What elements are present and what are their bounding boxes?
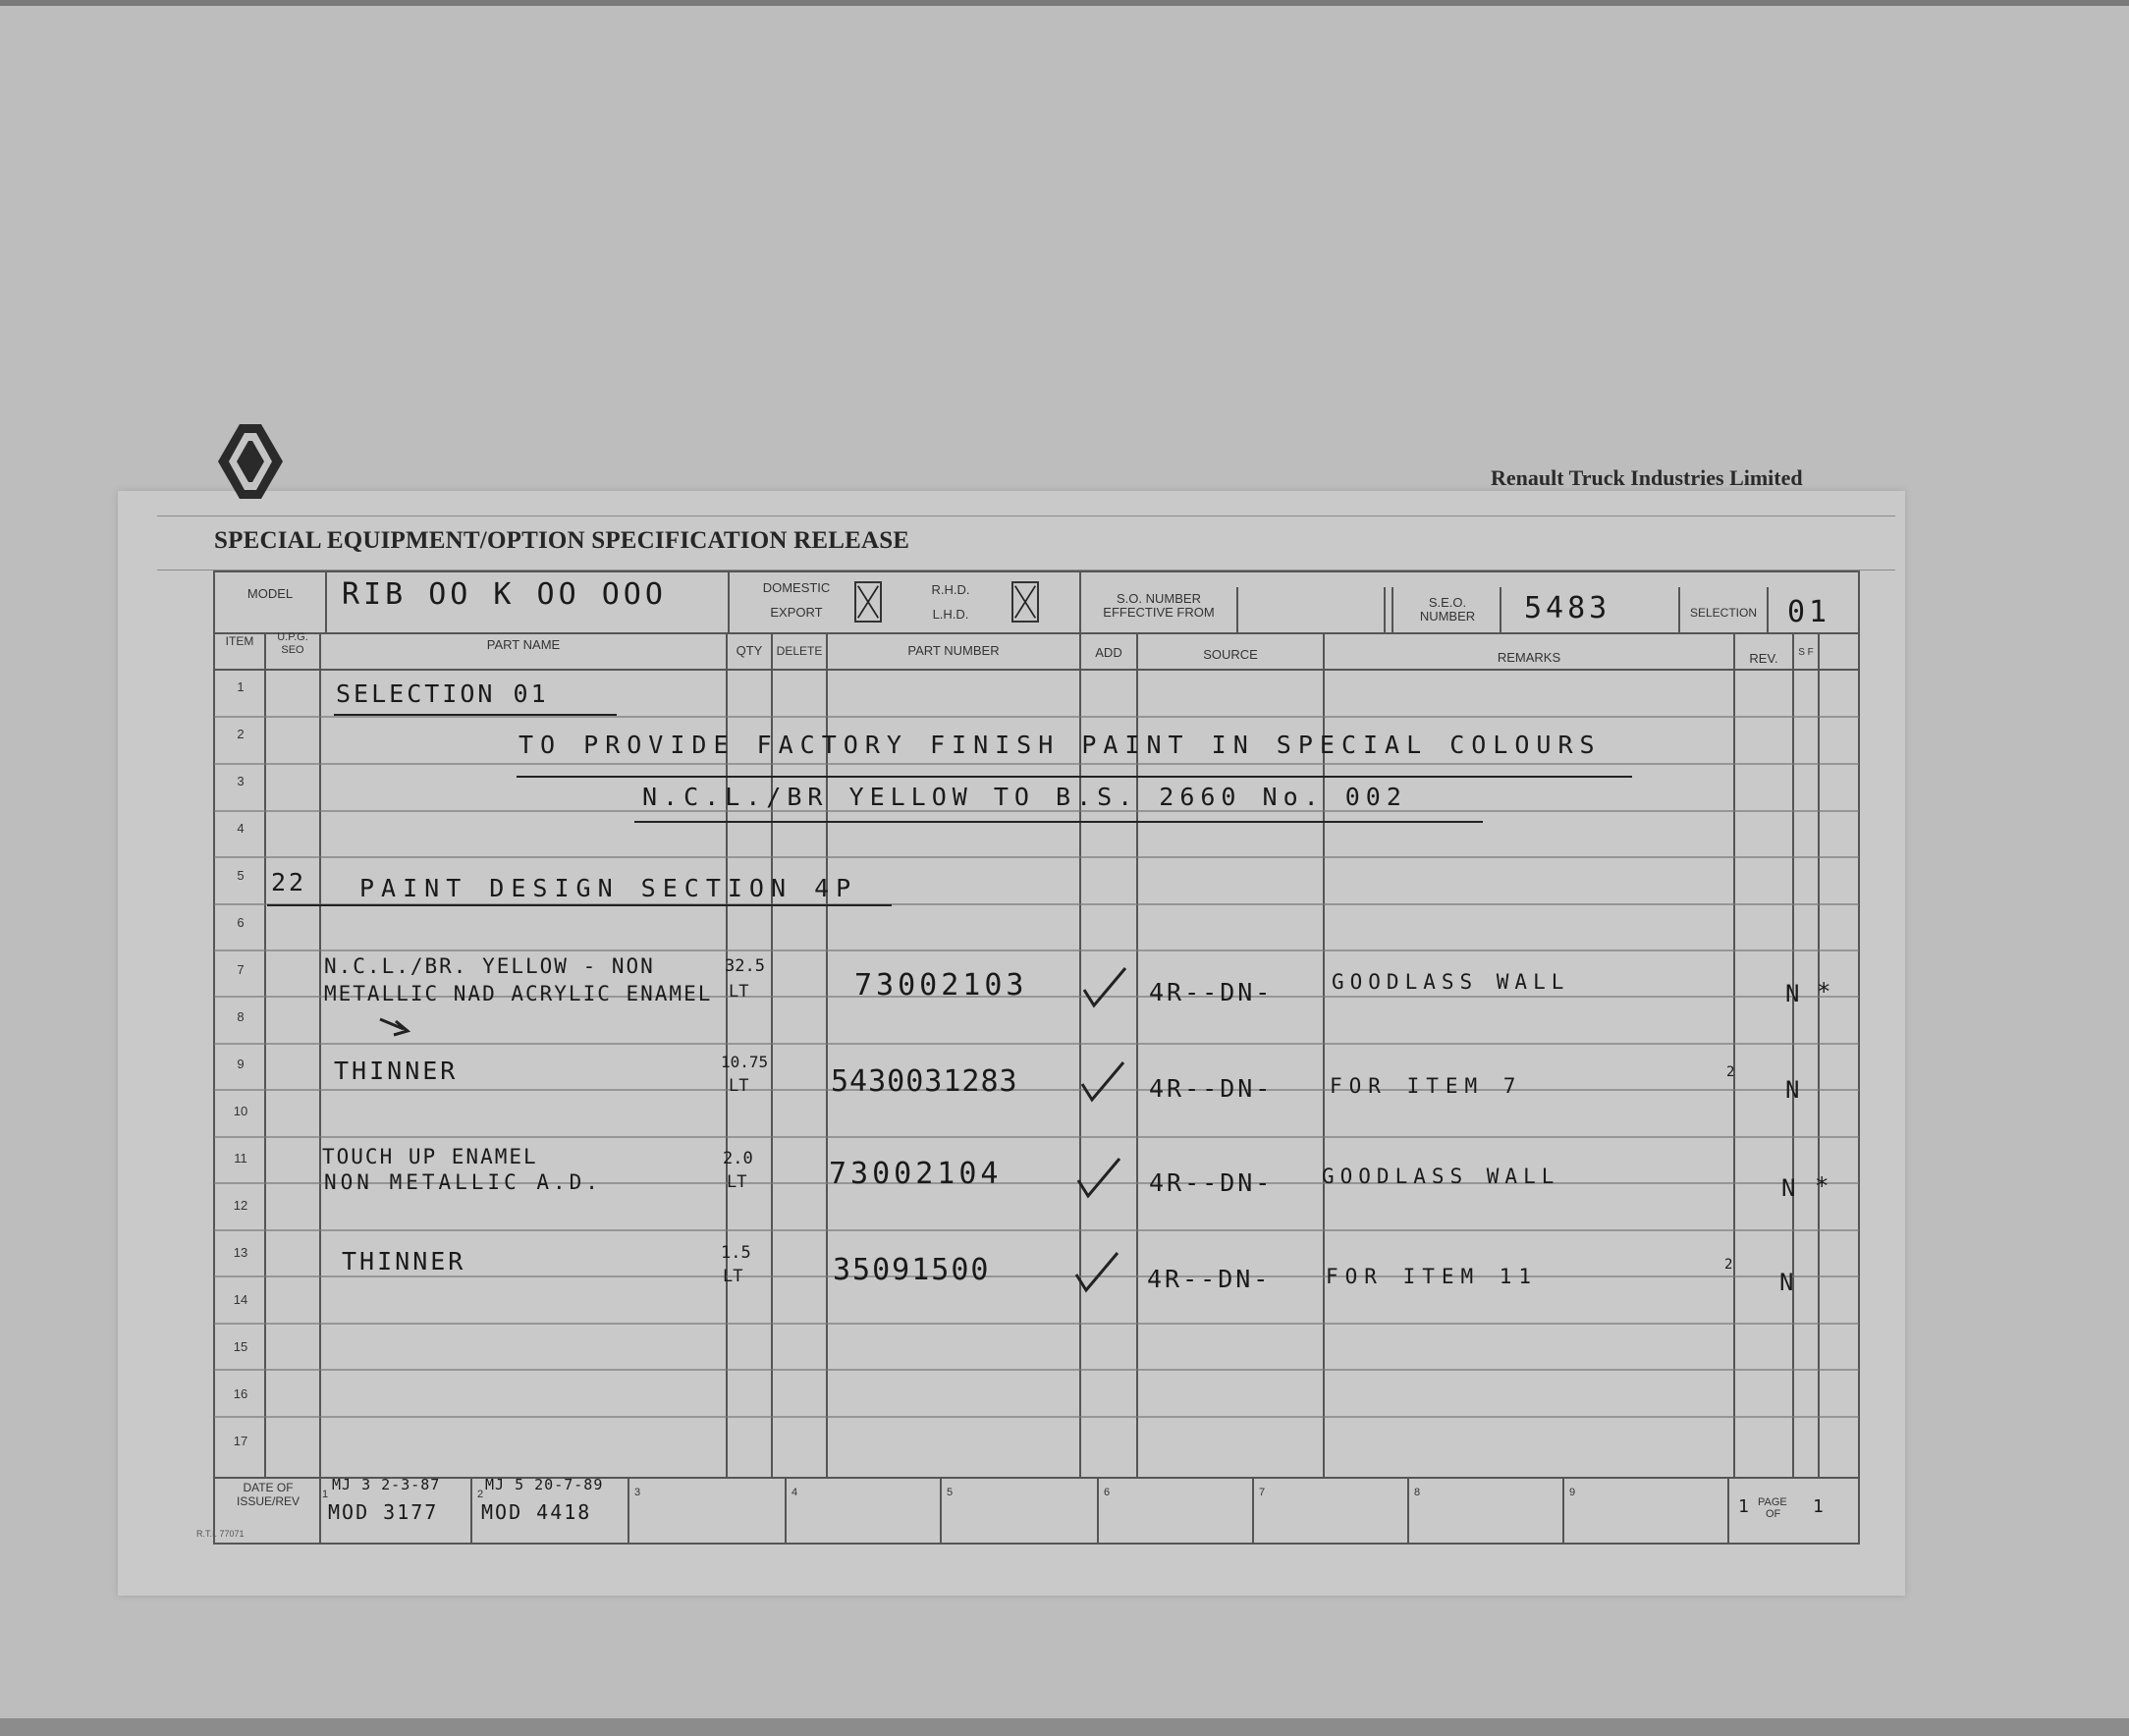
rev-slot-6: 6 <box>1104 1487 1111 1498</box>
rev-1-date: MJ 3 2-3-87 <box>332 1476 441 1493</box>
item-9-name: THINNER <box>334 1057 459 1085</box>
so-number-label: S.O. NUMBER <box>1117 591 1201 606</box>
row-number: 2 <box>237 727 245 741</box>
provide-note: TO PROVIDE FACTORY FINISH PAINT IN SPECIAL COLOURS <box>519 731 1602 759</box>
row-number: 16 <box>233 1386 248 1401</box>
model-label: MODEL <box>246 586 294 601</box>
row-number: 15 <box>233 1339 248 1354</box>
row-number: 9 <box>237 1057 245 1071</box>
item-9-s-flag: N <box>1785 1076 1800 1104</box>
col-qty: QTY <box>736 643 763 658</box>
row-number: 13 <box>233 1245 248 1260</box>
item-13-source: 4R--DN- <box>1147 1265 1272 1293</box>
page-label: PAGE <box>1758 1496 1787 1508</box>
effective-from-label: EFFECTIVE FROM <box>1103 605 1215 620</box>
date-of-issue-label: DATE OF <box>243 1481 294 1494</box>
item-13-unit: LT <box>723 1267 743 1286</box>
row-number: 5 <box>237 868 245 883</box>
item-9-add-tick-icon <box>1078 1058 1127 1104</box>
item-11-qty: 2.0 <box>723 1149 753 1168</box>
item-7-name-line-1: N.C.L./BR. YELLOW - NON <box>324 954 655 978</box>
col-add: ADD <box>1095 645 1122 660</box>
row-number: 4 <box>237 821 245 836</box>
item-9-rev: 2 <box>1726 1064 1735 1080</box>
page-total: 1 <box>1813 1496 1824 1517</box>
rev-1-number: 1 <box>322 1489 329 1500</box>
rhd-label: R.H.D. <box>931 582 970 597</box>
row-number: 6 <box>237 915 245 930</box>
lhd-label: L.H.D. <box>932 607 969 622</box>
domestic-export-checkbox <box>854 581 882 623</box>
item-7-qty: 32.5 <box>725 956 765 976</box>
item-9-remarks: FOR ITEM 7 <box>1330 1074 1523 1098</box>
rev-slot-8: 8 <box>1414 1487 1421 1498</box>
seo-label: S.E.O. <box>1428 595 1467 610</box>
item-9-qty: 10.75 <box>721 1053 769 1071</box>
rev-2-number: 2 <box>477 1489 484 1500</box>
section-upg: 22 <box>271 868 307 896</box>
domestic-label: DOMESTIC <box>762 580 831 595</box>
form-title: SPECIAL EQUIPMENT/OPTION SPECIFICATION RELEASE <box>214 527 910 554</box>
rev-slot-7: 7 <box>1259 1487 1266 1498</box>
item-11-source: 4R--DN- <box>1149 1168 1274 1197</box>
item-11-add-tick-icon <box>1074 1155 1123 1200</box>
row-number: 12 <box>233 1198 248 1213</box>
model-value: RIB OO K OO OOO <box>342 577 667 612</box>
item-11-part-number: 73002104 <box>829 1157 1003 1191</box>
export-label: EXPORT <box>770 605 823 620</box>
rev-slot-5: 5 <box>947 1487 954 1498</box>
issue-rev-label: ISSUE/REV <box>236 1494 300 1508</box>
item-7-add-tick-icon <box>1080 964 1129 1009</box>
selection-underline <box>334 714 617 716</box>
section-note: PAINT DESIGN SECTION 4P <box>359 874 858 902</box>
arrow-icon <box>378 1015 413 1037</box>
colour-note: N.C.L./BR YELLOW TO B.S. 2660 No. 002 <box>642 783 1407 811</box>
item-7-source: 4R--DN- <box>1149 978 1274 1006</box>
item-13-s-flag: N <box>1779 1269 1794 1296</box>
item-9-source: 4R--DN- <box>1149 1074 1274 1103</box>
selection-value: 01 <box>1787 595 1831 629</box>
col-part-number: PART NUMBER <box>907 643 1000 658</box>
item-7-remarks: GOODLASS WALL <box>1332 970 1570 994</box>
item-11-s-flag: N <box>1781 1174 1796 1202</box>
item-7-unit: LT <box>729 982 749 1002</box>
item-13-qty: 1.5 <box>721 1243 751 1263</box>
col-part-name: PART NAME <box>486 637 561 652</box>
item-7-part-number: 73002103 <box>854 968 1028 1003</box>
colour-underline <box>634 821 1483 823</box>
row-number: 14 <box>233 1292 248 1307</box>
rev-slot-4: 4 <box>792 1487 798 1498</box>
rev-2-date: MJ 5 20-7-89 <box>485 1476 604 1493</box>
item-13-name: THINNER <box>342 1247 466 1275</box>
item-11-name-line-1: TOUCH UP ENAMEL <box>322 1145 538 1168</box>
item-13-add-tick-icon <box>1072 1249 1121 1294</box>
col-remarks: REMARKS <box>1497 650 1561 665</box>
form-code: R.T.I. 77071 <box>196 1529 245 1539</box>
item-7-f-flag: * <box>1817 978 1831 1005</box>
item-9-part-number: 5430031283 <box>831 1064 1018 1099</box>
col-upg-seo: SEO <box>281 644 304 656</box>
row-number: 11 <box>234 1151 247 1166</box>
col-sf: S F <box>1798 647 1814 658</box>
item-11-remarks: GOODLASS WALL <box>1322 1165 1560 1188</box>
item-9-unit: LT <box>729 1076 749 1096</box>
row-number: 3 <box>237 774 245 788</box>
seo-number-value: 5483 <box>1524 591 1611 625</box>
rev-1-mod: MOD 3177 <box>328 1500 439 1524</box>
col-item: ITEM <box>225 634 254 648</box>
company-name: Renault Truck Industries Limited <box>1491 465 1803 490</box>
row-number: 1 <box>237 679 245 694</box>
rev-slot-9: 9 <box>1569 1487 1576 1498</box>
col-source: SOURCE <box>1203 647 1258 662</box>
rev-2-mod: MOD 4418 <box>481 1500 592 1524</box>
section-underline <box>267 904 892 906</box>
item-13-remarks: FOR ITEM 11 <box>1326 1265 1539 1288</box>
provide-underline <box>517 776 1632 778</box>
item-11-name-line-2: NON METALLIC A.D. <box>324 1170 602 1194</box>
item-13-part-number: 35091500 <box>833 1253 991 1287</box>
item-13-rev: 2 <box>1724 1257 1733 1273</box>
rhd-lhd-checkbox <box>1011 581 1039 623</box>
row-number: 7 <box>237 962 245 977</box>
page-number: 1 <box>1738 1496 1749 1517</box>
item-11-f-flag: * <box>1815 1172 1829 1200</box>
col-rev: REV. <box>1749 651 1778 666</box>
col-delete: DELETE <box>776 644 823 658</box>
row-number: 8 <box>237 1009 245 1024</box>
col-upg: U.P.G. <box>277 631 308 643</box>
item-7-s-flag: N <box>1785 980 1800 1007</box>
rev-slot-3: 3 <box>634 1487 641 1498</box>
of-label: OF <box>1766 1508 1781 1520</box>
row-number: 10 <box>233 1104 248 1118</box>
selection-label: SELECTION <box>1689 606 1757 620</box>
row-number: 17 <box>233 1434 248 1448</box>
item-11-unit: LT <box>727 1172 747 1192</box>
seo-number-label: NUMBER <box>1419 609 1476 624</box>
item-7-name-line-2: METALLIC NAD ACRYLIC ENAMEL <box>324 982 713 1005</box>
selection-note: SELECTION 01 <box>336 679 549 708</box>
